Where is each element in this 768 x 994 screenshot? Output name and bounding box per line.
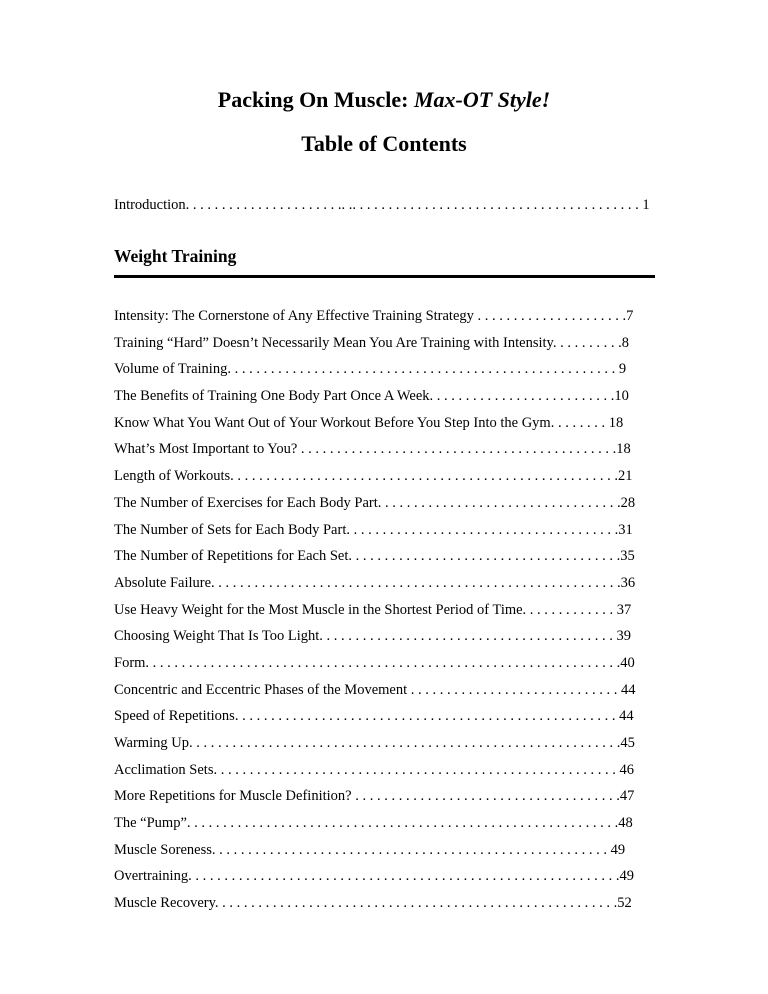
toc-entry: Use Heavy Weight for the Most Muscle in the Shortest Period of Time. . . . . . . . . . . . . 37: [114, 601, 632, 618]
toc-entry: The Benefits of Training One Body Part Once A Week. . . . . . . . . . . . . . . . . . . . . . . . . .10: [114, 388, 629, 405]
toc-entry: Muscle Soreness. . . . . . . . . . . . . . . . . . . . . . . . . . . . . . . . . . . . . . . . . . . . . . . . . . . . . . . 49: [114, 841, 626, 858]
title-italic: Max-OT Style!: [413, 87, 551, 112]
toc-entry: Absolute Failure. . . . . . . . . . . . . . . . . . . . . . . . . . . . . . . . . . . . . . . . . . . . . . . . . . . . . . . . .36: [114, 574, 636, 591]
toc-entry: Volume of Training. . . . . . . . . . . . . . . . . . . . . . . . . . . . . . . . . . . . . . . . . . . . . . . . . . . . . . 9: [114, 361, 627, 378]
toc-entry: Form. . . . . . . . . . . . . . . . . . . . . . . . . . . . . . . . . . . . . . . . . . . . . . . . . . . . . . . . . . . . . . . . . .40: [114, 654, 635, 671]
toc-entry: Concentric and Eccentric Phases of the Movement . . . . . . . . . . . . . . . . . . . . . . . . . . . . . 44: [114, 681, 636, 698]
document-subtitle: Table of Contents: [301, 131, 467, 156]
toc-entry: Overtraining. . . . . . . . . . . . . . . . . . . . . . . . . . . . . . . . . . . . . . . . . . . . . . . . . . . . . . . . . . . .49: [114, 868, 634, 885]
toc-entry: The Number of Exercises for Each Body Part. . . . . . . . . . . . . . . . . . . . . . . . . . . . . . . . . .28: [114, 494, 636, 511]
toc-entry: Training “Hard” Doesn’t Necessarily Mean You Are Training with Intensity. . . . . . . . . .8: [114, 334, 629, 351]
toc-entry: The Number of Repetitions for Each Set. . . . . . . . . . . . . . . . . . . . . . . . . . . . . . . . . . . . . .35: [114, 548, 635, 565]
section-heading: Weight Training: [114, 246, 237, 266]
toc-entry-list: [114, 307, 655, 921]
toc-entry-introduction: Introduction. . . . . . . . . . . . . . . . . . . . . .. .. . . . . . . . . . . . . . . . . . . . . . . . . . . . . . . . . . . . . . . . 1: [114, 197, 650, 213]
title-main: Packing On Muscle:: [217, 87, 414, 112]
toc-entry: Speed of Repetitions. . . . . . . . . . . . . . . . . . . . . . . . . . . . . . . . . . . . . . . . . . . . . . . . . . . . . 44: [114, 708, 634, 725]
toc-entry: Intensity: The Cornerstone of Any Effective Training Strategy . . . . . . . . . . . . . . . . . . . . .7: [114, 308, 634, 324]
toc-entry: Warming Up. . . . . . . . . . . . . . . . . . . . . . . . . . . . . . . . . . . . . . . . . . . . . . . . . . . . . . . . . . . .45: [114, 735, 635, 751]
toc-entry: More Repetitions for Muscle Definition? . . . . . . . . . . . . . . . . . . . . . . . . . . . . . . . . . . . . .47: [114, 788, 635, 805]
toc-entry: The “Pump”. . . . . . . . . . . . . . . . . . . . . . . . . . . . . . . . . . . . . . . . . . . . . . . . . . . . . . . . . . . .48: [114, 815, 633, 832]
toc-entry: What’s Most Important to You? . . . . . . . . . . . . . . . . . . . . . . . . . . . . . . . . . . . . . . . . . . . .18: [114, 441, 631, 458]
toc-entry: Know What You Want Out of Your Workout Before You Step Into the Gym. . . . . . . . 18: [114, 414, 624, 431]
document-title: [0, 86, 768, 114]
section-divider: [114, 275, 655, 278]
toc-entry: The Number of Sets for Each Body Part. . . . . . . . . . . . . . . . . . . . . . . . . . . . . . . . . . . . . .31: [114, 521, 633, 538]
toc-entry: Acclimation Sets. . . . . . . . . . . . . . . . . . . . . . . . . . . . . . . . . . . . . . . . . . . . . . . . . . . . . . . . 46: [114, 761, 634, 778]
toc-entry: Muscle Recovery. . . . . . . . . . . . . . . . . . . . . . . . . . . . . . . . . . . . . . . . . . . . . . . . . . . . . . . .52: [114, 895, 632, 912]
toc-entry: Choosing Weight That Is Too Light. . . . . . . . . . . . . . . . . . . . . . . . . . . . . . . . . . . . . . . . . 39: [114, 628, 632, 645]
toc-entry: Length of Workouts. . . . . . . . . . . . . . . . . . . . . . . . . . . . . . . . . . . . . . . . . . . . . . . . . . . . . .21: [114, 468, 633, 485]
